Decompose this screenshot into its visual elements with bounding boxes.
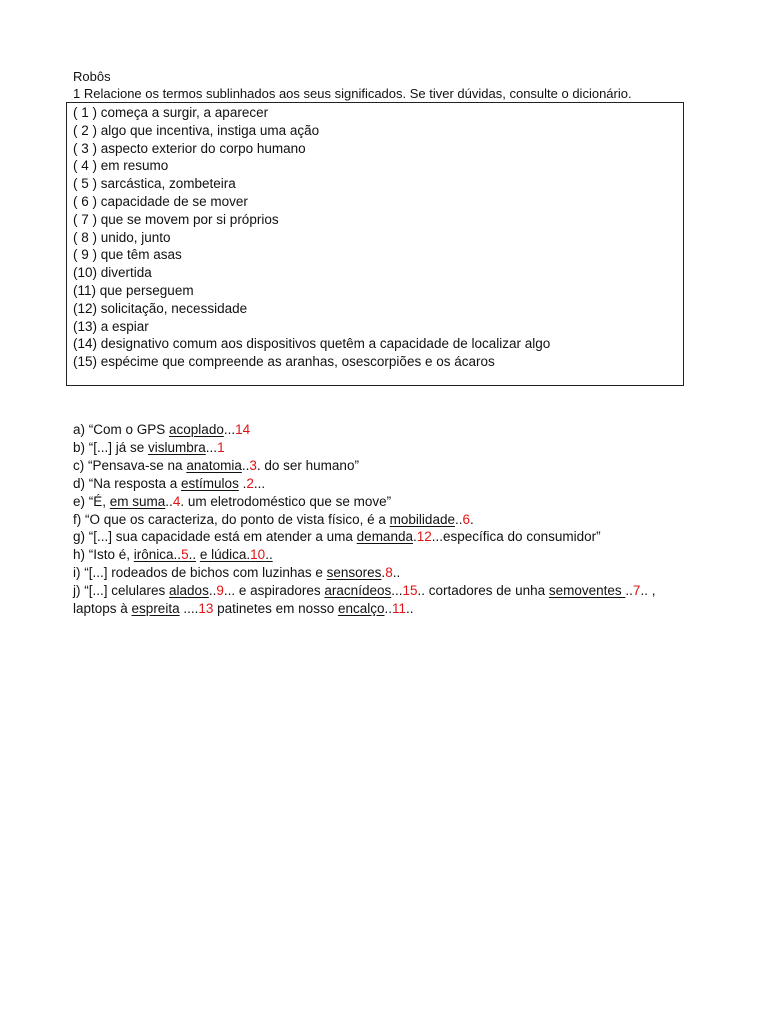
definition-item: (12) solicitação, necessidade bbox=[73, 300, 248, 316]
answer-a: a) “Com o GPS acoplado...14 bbox=[73, 422, 251, 437]
answer-number: 2 bbox=[246, 475, 254, 491]
answer-number: 15 bbox=[402, 583, 418, 599]
definition-item: (13) a espiar bbox=[73, 318, 149, 334]
answer-f: f) “O que os caracteriza, do ponto de vista físico, é a mobilidade..6. bbox=[73, 511, 474, 527]
underlined-term: encalço bbox=[337, 601, 385, 617]
underlined-term: vislumbra bbox=[148, 439, 206, 455]
definition-item: ( 7 ) que se movem por si próprios bbox=[73, 211, 279, 227]
answer-number: 10 bbox=[250, 547, 266, 563]
underlined-term: alados bbox=[169, 583, 209, 599]
answer-number: 5 bbox=[181, 547, 189, 563]
definition-item: (14) designativo comum aos dispositivos quetêm a capacidade de localizar algo bbox=[73, 336, 551, 352]
underlined-term: sensores bbox=[326, 565, 382, 581]
answers-section bbox=[73, 421, 693, 618]
answer-number: 1 bbox=[217, 439, 225, 455]
underlined-term: acoplado bbox=[169, 422, 224, 437]
answer-number: 12 bbox=[416, 529, 432, 545]
answer-b: b) “[...] já se vislumbra...1 bbox=[73, 439, 225, 455]
answer-number: 3 bbox=[249, 457, 257, 473]
definition-item: ( 6 ) capacidade de se mover bbox=[73, 193, 248, 209]
definition-item: ( 2 ) algo que incentiva, instiga uma ação bbox=[73, 122, 320, 138]
definition-item: ( 5 ) sarcástica, zombeteira bbox=[73, 176, 236, 192]
underlined-term: e lúdica.10.. bbox=[199, 547, 273, 563]
underlined-term: semoventes bbox=[548, 583, 626, 599]
underlined-term: estímulos bbox=[181, 475, 239, 491]
answer-number: 4 bbox=[172, 493, 181, 509]
answer-h: h) “Isto é, irônica..5.. e lúdica.10.. bbox=[73, 547, 273, 563]
underlined-term: aracnídeos bbox=[324, 583, 392, 599]
definition-item: ( 9 ) que têm asas bbox=[73, 247, 182, 263]
underlined-term: espreita bbox=[131, 601, 180, 617]
underlined-term: demanda bbox=[356, 529, 413, 545]
definition-item: (10) divertida bbox=[73, 265, 152, 281]
answer-j-continued: laptops à espreita ....13 patinetes em nosso encalço..11.. bbox=[73, 601, 414, 617]
instruction-text: 1 Relacione os termos sublinhados aos seus significados. Se tiver dúvidas, consulte o dicionário. bbox=[73, 86, 632, 101]
document-title: Robôs bbox=[73, 69, 111, 84]
answer-number: 13 bbox=[198, 601, 214, 617]
answer-number: 9 bbox=[216, 583, 224, 599]
answer-number: 14 bbox=[235, 422, 251, 437]
answer-number: 7 bbox=[632, 583, 641, 599]
definition-item: ( 3 ) aspecto exterior do corpo humano bbox=[73, 140, 306, 156]
underlined-term: anatomia bbox=[186, 457, 242, 473]
answer-c: c) “Pensava-se na anatomia..3. do ser humano” bbox=[73, 457, 359, 473]
answer-number: 8 bbox=[385, 565, 393, 581]
answer-j: j) “[...] celulares alados..9... e aspiradores aracnídeos...15.. cortadores de unha semoventes ..7.. , bbox=[73, 583, 656, 599]
definitions-box bbox=[66, 102, 684, 386]
definition-item: ( 8 ) unido, junto bbox=[73, 229, 171, 245]
definition-item: ( 1 ) começa a surgir, a aparecer bbox=[73, 105, 269, 120]
definition-item: ( 4 ) em resumo bbox=[73, 158, 169, 174]
underlined-term: irônica..5.. bbox=[133, 547, 197, 563]
definition-item: (11) que perseguem bbox=[73, 282, 194, 298]
underlined-term: mobilidade bbox=[389, 511, 455, 527]
answer-e: e) “É, em suma..4. um eletrodoméstico que se move” bbox=[73, 493, 392, 509]
answer-number: 11 bbox=[392, 601, 407, 617]
answer-d: d) “Na resposta a estímulos .2... bbox=[73, 475, 266, 491]
answer-number: 6 bbox=[462, 511, 470, 527]
answer-i: i) “[...] rodeados de bichos com luzinhas e sensores.8.. bbox=[73, 565, 401, 581]
answer-g: g) “[...] sua capacidade está em atender a uma demanda.12...específica do consumidor” bbox=[73, 529, 601, 545]
definition-item: (15) espécime que compreende as aranhas, osescorpiões e os ácaros bbox=[73, 354, 495, 370]
underlined-term: em suma bbox=[109, 493, 166, 509]
